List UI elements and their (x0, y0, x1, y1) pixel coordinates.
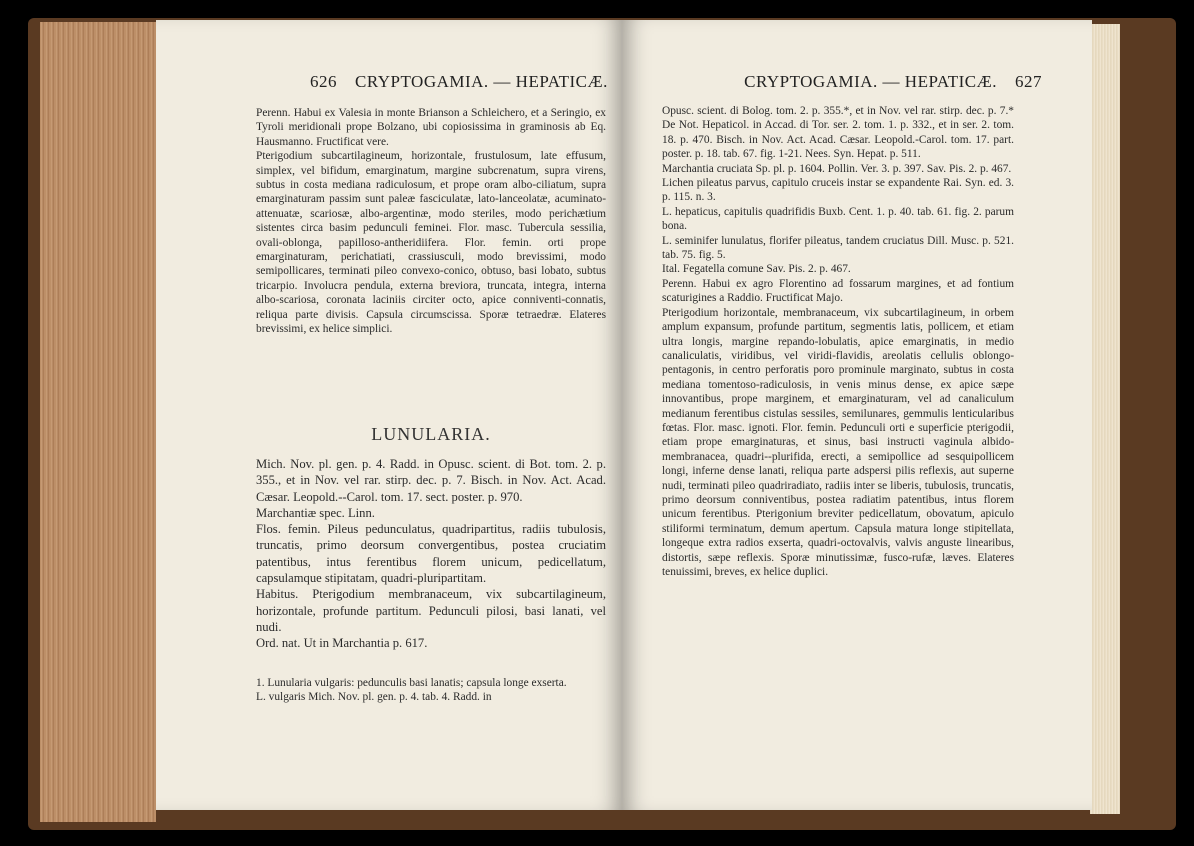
paragraph: Ord. nat. Ut in Marchantia p. 617. (256, 636, 428, 651)
page-edges-right (1090, 24, 1120, 814)
paragraph: Perenn. Habui ex agro Florentino ad fossarum margines, et ad fontium scaturigines a Raddio. Fructificat Majo. (662, 277, 1014, 305)
paragraph: Marchantia cruciata Sp. pl. p. 1604. Pollin. Ver. 3. p. 397. Sav. Pis. 2. p. 467. (662, 162, 1012, 175)
paragraph: Opusc. scient. di Bolog. tom. 2. p. 355.*, et in Nov. vel rar. stirp. dec. p. 7.* De Not. Hepaticol. in Accad. di Tor. ser. 2. tom. 1. p. 332., et in ser. 2. tom. 18. p. 470. Bisch. in Nov. Act. Acad. Cæsar. Leopold.-Carol. tom. 17. part. poster. p. 18. tab. 67. fig. 1-21. Nees. Syn. Hepat. p. 511. (662, 105, 1014, 161)
left-text-block-3 (256, 676, 606, 705)
right-page (622, 20, 1092, 810)
paragraph: L. vulgaris Mich. Nov. pl. gen. p. 4. tab. 4. Radd. in (256, 691, 492, 704)
paragraph: Ital. Fegatella comune Sav. Pis. 2. p. 467. (662, 263, 851, 276)
left-running-head (310, 72, 610, 92)
paragraph: Perenn. Habui ex Valesia in monte Brianson a Schleicherо, et a Seringio, ex Tyroli meridionali prope Bolzano, ubi copiosissima in graminosis ab Eq. Hausmanno. Fructificat vere. (256, 107, 606, 148)
paragraph: Pterigodium subcartilagineum, horizontale, frustulosum, late effusum, simplex, vel bifidum, emarginatum, margine subcrenatum, supra virens, subtus in costa mediana radiculosum, et prope oram albo-ciliatum, supra emarginaturam passim sunt paleæ fasciculatæ, lato-lanceolatæ, acuminato-attenuatæ, scariosæ, albo-argentinæ, modo steriles, modo perichætium sistentes circa basim pedunculi feminei. Flor. masc. Tubercula sessilia, ovali-oblonga, papilloso-antheridiifera. Flor. femin. orti prope emarginaturam, perichatiati, crassiusculi, modo brevissimi, modo semipollicares, terminati pileo convexo-conico, obtuso, basi lobato, subtus tricarpio. Involucra pendula, externa breviora, truncata, integra, interna albo-scariosa, coronata laciniis circiter octo, apice conniventi-connatis, reliqua parte divisis. Capsula circumscissa. Sporæ tetraedræ. Elateres brevissimi, ex helice simplici. (256, 150, 606, 336)
right-text-block (662, 104, 1014, 579)
section-title: LUNULARIA. (371, 424, 491, 444)
paragraph: Lichen pileatus parvus, capitulo cruceis instar se expandente Rai. Syn. ed. 3. p. 115. n. 3. (662, 177, 1014, 204)
paragraph: L. hepaticus, capitulis quadrifidis Buxb. Cent. 1. p. 40. tab. 61. fig. 2. parum bona. (662, 205, 1014, 233)
paragraph: Marchantiæ spec. Linn. (256, 505, 375, 520)
left-text-block-1 (256, 106, 606, 337)
left-page (156, 20, 622, 810)
left-running-title: CRYPTOGAMIA. — HEPATICÆ. (355, 72, 608, 91)
paragraph: L. seminifer lunulatus, florifer pileatus, tandem cruciatus Dill. Musc. p. 521. tab. 75. fig. 5. (662, 234, 1014, 262)
paragraph: Mich. Nov. pl. gen. p. 4. Radd. in Opusc. scient. di Bot. tom. 2. p. 355., et in Nov. vel rar. stirp. dec. p. 7. Bisch. in Nov. Act. Acad. Cæsar. Leopold.--Carol. tom. 17. sect. poster. p. 970. (256, 457, 606, 504)
left-text-block-2 (256, 456, 606, 652)
paragraph: 1. Lunularia vulgaris: pedunculis basi lanatis; capsula longe exserta. (256, 677, 567, 689)
left-page-number: 626 (310, 72, 337, 91)
paragraph: Flos. femin. Pileus pedunculatus, quadripartitus, radiis tubulosis, truncatis, primo deorsum convergentibus, postea cruciatim patentibus, intus ferentibus florem unicum, pedicellatum, capsulamque stipitatam, quadri-pluripartitam. (256, 522, 606, 586)
page-edges-left (40, 22, 156, 822)
right-running-title: CRYPTOGAMIA. — HEPATICÆ. (744, 72, 997, 91)
paragraph: Pterigodium horizontale, membranaceum, vix subcartilagineum, in orbem amplum expansum, profunde partitum, segmentis latis, pollicem, et etiam ultra longis, margine repando-lobulatis, apice emarginatis, in medio canaliculatis, viridibus, vel viridi-flavidis, areolatis cellulis oblongo-pentagonis, in centro perforatis poro prominule marginato, subtus in costa mediana tomentoso-radiculosis, in venis minus dense, ex apice sæpe innovantibus, prope marginem, et emarginaturam, vel ad canaliculum medianum ferentibus cistulas sessiles, semilunares, gemmulis lenticularibus fœtas. Flor. masc. ignoti. Flor. femin. Pedunculi orti e superficie pterigodii, etiam prope emarginaturas, et sinus, basi instructi vaginula albido-membranacea, quadri--plurifida, erecti, a semipollice ad sesquipollicem longi, inferne dense lanati, reliqua parte adspersi pilis reflexis, aut superne nudi, terminati pileo quadriradiato, radiis inter se liberis, tubulosis, truncatis, primo deorsum conniventibus, postea radiatim patentibus, intus florem unicum ferentibus. Pterigonium breviter pedicellatum, obovatum, apiculo stiliformi terminatum, demum apertum. Capsula matura longe stipitellata, longeque extra radios exserta, quadri-octovalvis, valvis anguste linearibus, distortis, sæpe reflexis. Sporæ minutissimæ, fusco-rufæ, læves. Elateres tenuissimi, breves, ex helice duplici. (662, 306, 1014, 578)
paragraph: Habitus. Pterigodium membranaceum, vix subcartilagineum, horizontale, profunde partitum. Pedunculi pilosi, basi lanati, vel nudi. (256, 587, 606, 634)
right-page-number: 627 (1015, 72, 1042, 91)
right-running-head (702, 72, 1042, 92)
